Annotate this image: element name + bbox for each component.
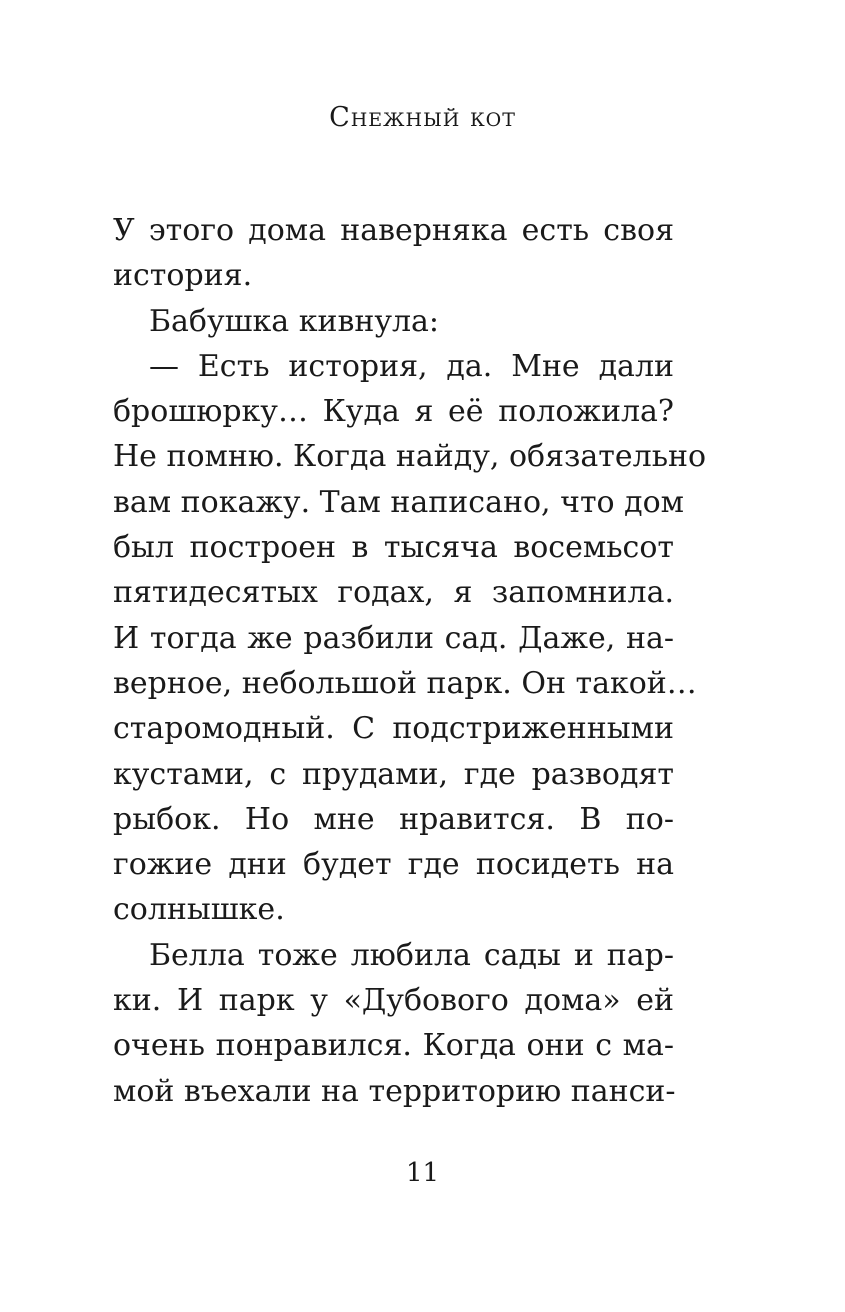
body-text — [113, 208, 707, 1114]
text-line: история. — [113, 258, 253, 294]
text-line: Не помню. Когда найду, обязательно — [113, 439, 707, 475]
text-line: был построен в тысяча восемьсот — [113, 530, 674, 566]
text-line: верное, небольшой парк. Он такой… — [113, 665, 697, 701]
text-line: рыбок. Но мне нравится. В по- — [113, 801, 674, 837]
text-line: мой въехали на территорию панси- — [113, 1073, 676, 1109]
text-line: И тогда же разбили сад. Даже, на- — [113, 620, 674, 656]
text-line: Белла тоже любила сады и пар- — [149, 937, 674, 973]
text-line: пятидесятых годах, я запомнила. — [113, 575, 674, 611]
text-line: брошюрку… Куда я её положила? — [113, 394, 674, 430]
text-line: У этого дома наверняка есть своя — [113, 213, 674, 248]
text-line: вам покажу. Там написано, что дом — [113, 484, 685, 520]
text-line: очень понравился. Когда они с ма- — [113, 1028, 674, 1064]
text-line: кустами, с прудами, где разводят — [113, 756, 674, 792]
running-head: Снежный кот — [329, 102, 516, 133]
page-number: 11 — [405, 1158, 440, 1188]
text-line: гожие дни будет где посидеть на — [113, 847, 674, 883]
text-line: солнышке. — [113, 892, 285, 928]
text-line: Бабушка кивнула: — [149, 303, 440, 339]
text-line: ки. И парк у «Дубового дома» ей — [113, 983, 674, 1019]
text-line: — Есть история, да. Мне дали — [149, 348, 674, 384]
text-line: старомодный. С подстриженными — [113, 711, 674, 747]
